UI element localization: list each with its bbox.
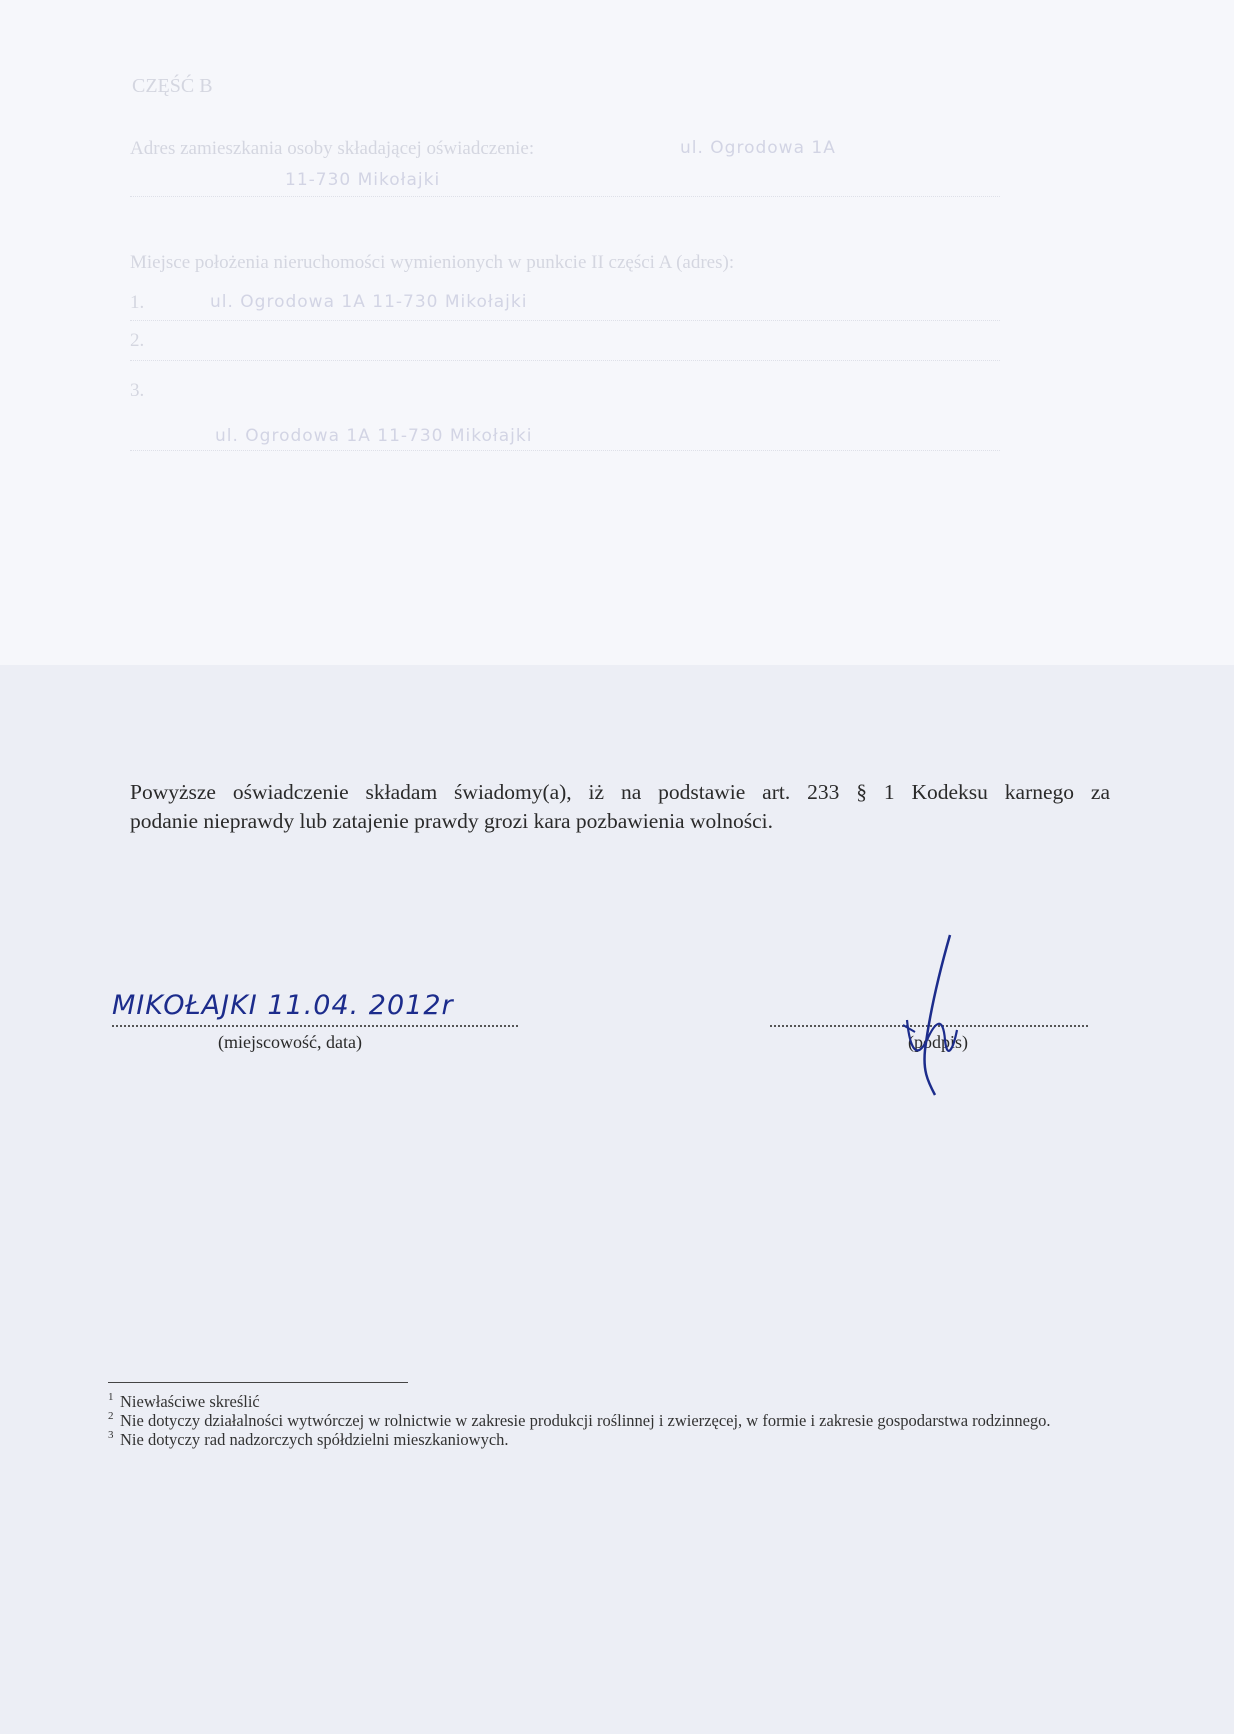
section-heading: CZĘŚĆ B [132, 75, 213, 97]
address-dotted-line [130, 196, 1000, 197]
footnote-3-number: 3 [108, 1429, 114, 1441]
footnote-1-text: Niewłaściwe skreślić [120, 1392, 260, 1411]
declaration-line-1: Powyższe oświadczenie składam świadomy(a), iż na podstawie art. 233 § 1 Kodeksu karnego za [130, 780, 1110, 804]
footnotes [108, 1392, 1068, 1449]
row3-dotted-line [130, 450, 1000, 451]
faded-upper-sheet [0, 0, 1234, 665]
row2-number: 2. [130, 330, 145, 351]
footnote-1 [108, 1392, 1068, 1411]
location-label: Miejsce położenia nieruchomości wymienionych w punkcie II części A (adres): [130, 252, 735, 273]
signature-caption: (podpis) [908, 1032, 968, 1052]
address-label: Adres zamieszkania osoby składającej oświadczenie: [130, 138, 535, 159]
address-handwritten-line1: ul. Ogrodowa 1A [680, 138, 836, 158]
footnote-rule [108, 1382, 408, 1383]
row3-handwritten: ul. Ogrodowa 1A 11-730 Mikołajki [215, 426, 533, 446]
footnote-3-text: Nie dotyczy rad nadzorczych spółdzielni mieszkaniowych. [120, 1430, 509, 1449]
row1-number: 1. [130, 292, 145, 313]
row1-dotted-line [130, 320, 1000, 321]
declaration-line-2: podanie nieprawdy lub zatajenie prawdy grozi kara pozbawienia wolności. [130, 809, 773, 833]
footnote-2 [108, 1411, 1068, 1430]
place-date-handwritten: MIKOŁAJKI 11.04. 2012r [112, 990, 454, 1021]
place-date-caption: (miejscowość, data) [218, 1032, 362, 1052]
row2-dotted-line [130, 360, 1000, 361]
footnote-2-number: 2 [108, 1410, 114, 1422]
declaration-text [130, 778, 1110, 836]
row1-handwritten: ul. Ogrodowa 1A 11-730 Mikołajki [210, 292, 528, 312]
place-date-dotted-line [112, 1025, 518, 1027]
address-handwritten-line2: 11-730 Mikołajki [285, 170, 441, 190]
signature-mark [895, 930, 975, 1100]
footnote-2-text: Nie dotyczy działalności wytwórczej w rolnictwie w zakresie produkcji roślinnej i zwierzęcej, w formie i zakresie gospodarstwa rodzinnego. [120, 1411, 1051, 1430]
footnote-3 [108, 1430, 1068, 1449]
row3-number: 3. [130, 380, 145, 401]
footnote-1-number: 1 [108, 1391, 114, 1403]
